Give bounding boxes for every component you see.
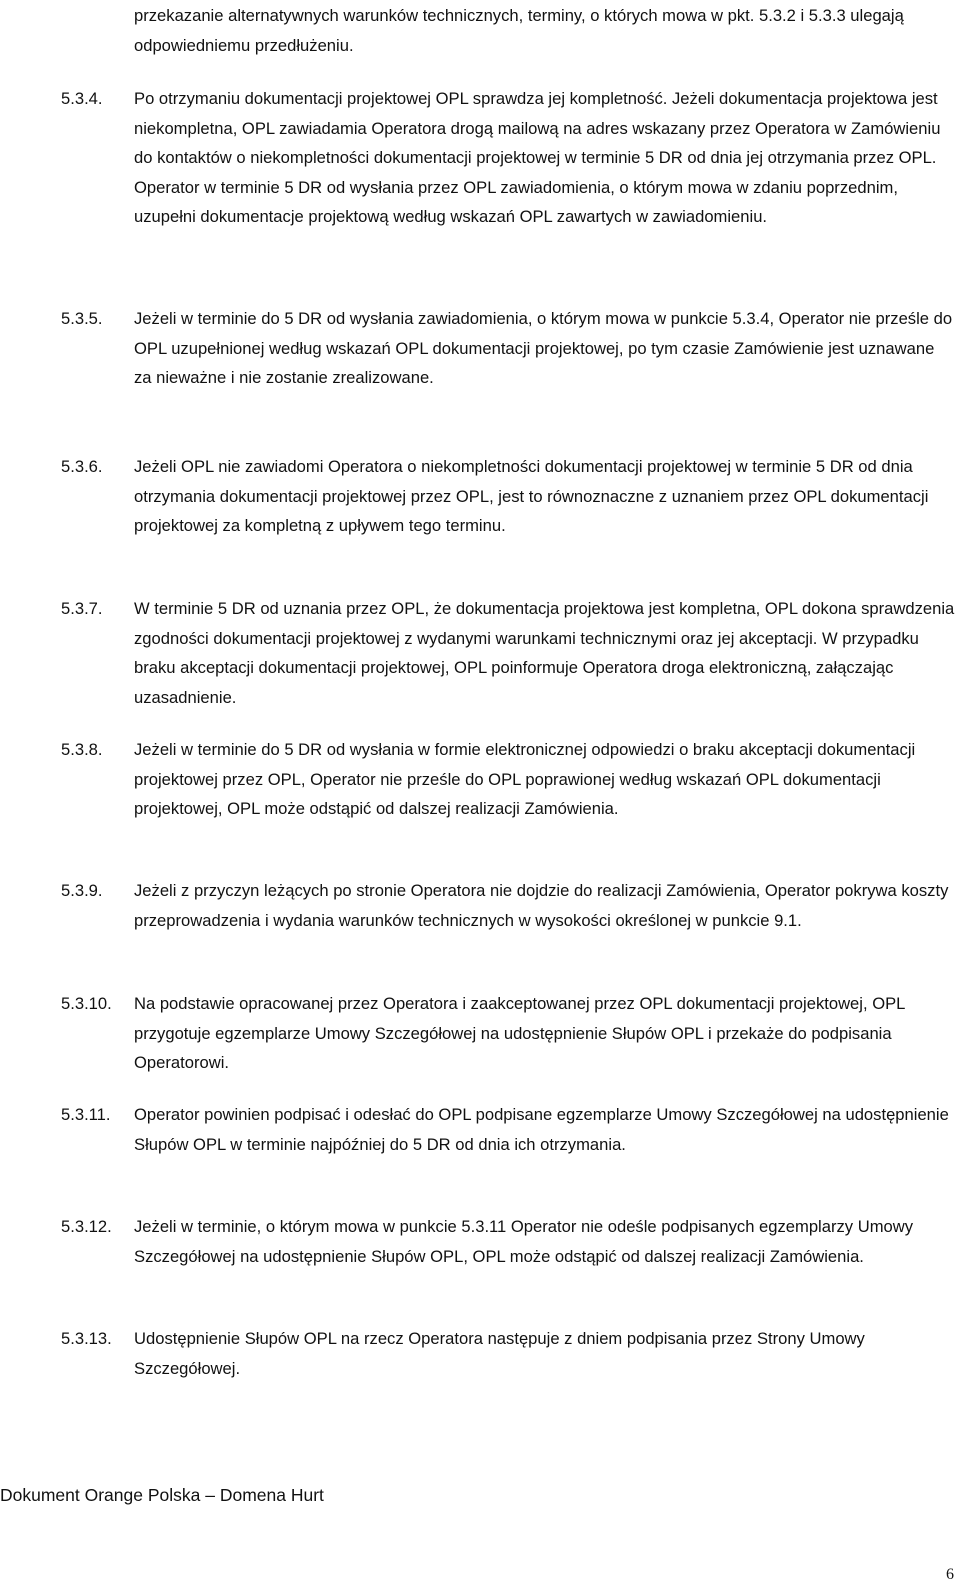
section-number: 5.3.9. [61,881,103,900]
section-text: W terminie 5 DR od uznania przez OPL, że dokumentacja projektowa jest kompletna, OPL dokona sprawdzenia zgodności dokumentacji projektowej z wydanymi warunkami technicznymi oraz jej akceptacji. W przypadku braku akceptacji dokumentacji projektowej, OPL poinformuje Operatora droga elektroniczną, załączając uzasadnienie. [134,599,955,707]
section-5-3-8 [61,735,956,824]
section-5-3-12 [61,1212,956,1271]
section-text: Jeżeli OPL nie zawiadomi Operatora o niekompletności dokumentacji projektowej w terminie 5 DR od dnia otrzymania dokumentacji projektowej przez OPL, jest to równoznaczne z uznaniem przez OPL dokumentacji projektowej za kompletną z upływem tego terminu. [134,457,929,535]
section-text: Po otrzymaniu dokumentacji projektowej OPL sprawdza jej kompletność. Jeżeli dokumentacja projektowa jest niekompletna, OPL zawiadamia Operatora drogą mailową na adres wskazany przez Operatora w Zamówieniu do kontaktów o niekompletności dokumentacji projektowej w terminie 5 DR od dnia jej otrzymania przez OPL. Operator w terminie 5 DR od wysłania przez OPL zawiadomienia, o którym mowa w zdaniu poprzednim, uzupełni dokumentacje projektową według wskazań OPL zawartych w zawiadomieniu. [134,89,941,226]
section-text: Na podstawie opracowanej przez Operatora i zaakceptowanej przez OPL dokumentacji projektowej, OPL przygotuje egzemplarze Umowy Szczegółowej na udostępnienie Słupów OPL i przekaże do podpisania Operatorowi. [134,994,905,1072]
section-text: Jeżeli z przyczyn leżących po stronie Operatora nie dojdzie do realizacji Zamówienia, Operator pokrywa koszty przeprowadzenia i wydania warunków technicznych w wysokości określonej w punkcie 9.1. [134,881,949,930]
section-5-3-10 [61,989,956,1078]
section-text: Jeżeli w terminie do 5 DR od wysłania w formie elektronicznej odpowiedzi o braku akceptacji dokumentacji projektowej przez OPL, Operator nie prześle do OPL poprawionej według wskazań OPL dokumentacji projektowej, OPL może odstąpić od dalszej realizacji Zamówienia. [134,740,916,818]
section-number: 5.3.6. [61,457,103,476]
section-number: 5.3.8. [61,740,103,759]
section-number: 5.3.5. [61,309,103,328]
section-text: Udostępnienie Słupów OPL na rzecz Operatora następuje z dniem podpisania przez Strony Umowy Szczegółowej. [134,1329,865,1378]
section-5-3-11 [61,1100,956,1159]
section-number: 5.3.10. [61,994,112,1013]
section-5-3-7 [61,594,956,712]
section-5-3-13 [61,1324,956,1383]
section-text: Jeżeli w terminie, o którym mowa w punkcie 5.3.11 Operator nie odeśle podpisanych egzemplarzy Umowy Szczegółowej na udostępnienie Słupów OPL, OPL może odstąpić od dalszej realizacji Zamówienia. [134,1217,914,1266]
section-number: 5.3.12. [61,1217,112,1236]
section-number: 5.3.7. [61,599,103,618]
section-number: 5.3.11. [61,1105,111,1124]
section-5-3-5 [61,304,956,393]
section-text: Jeżeli w terminie do 5 DR od wysłania zawiadomienia, o którym mowa w punkcie 5.3.4, Operator nie prześle do OPL uzupełnionej według wskazań OPL dokumentacji projektowej, po tym czasie Zamówienie jest uznawane za nieważne i nie zostanie zrealizowane. [134,309,953,387]
section-number: 5.3.4. [61,89,103,108]
page-number: 6 [946,1566,954,1583]
section-5-3-9 [61,876,956,935]
section-number: 5.3.13. [61,1329,112,1348]
section-5-3-4 [61,84,956,232]
document-footer: Dokument Orange Polska – Domena Hurt [0,1485,324,1505]
section-text: Operator powinien podpisać i odesłać do OPL podpisane egzemplarze Umowy Szczegółowej na udostępnienie Słupów OPL w terminie najpóźniej do 5 DR od dnia ich otrzymania. [134,1105,949,1154]
section-5-3-6 [61,452,956,541]
continuation-paragraph: przekazanie alternatywnych warunków technicznych, terminy, o których mowa w pkt. 5.3.2 i 5.3.3 ulegają odpowiedniemu przedłużeniu. [134,6,904,55]
